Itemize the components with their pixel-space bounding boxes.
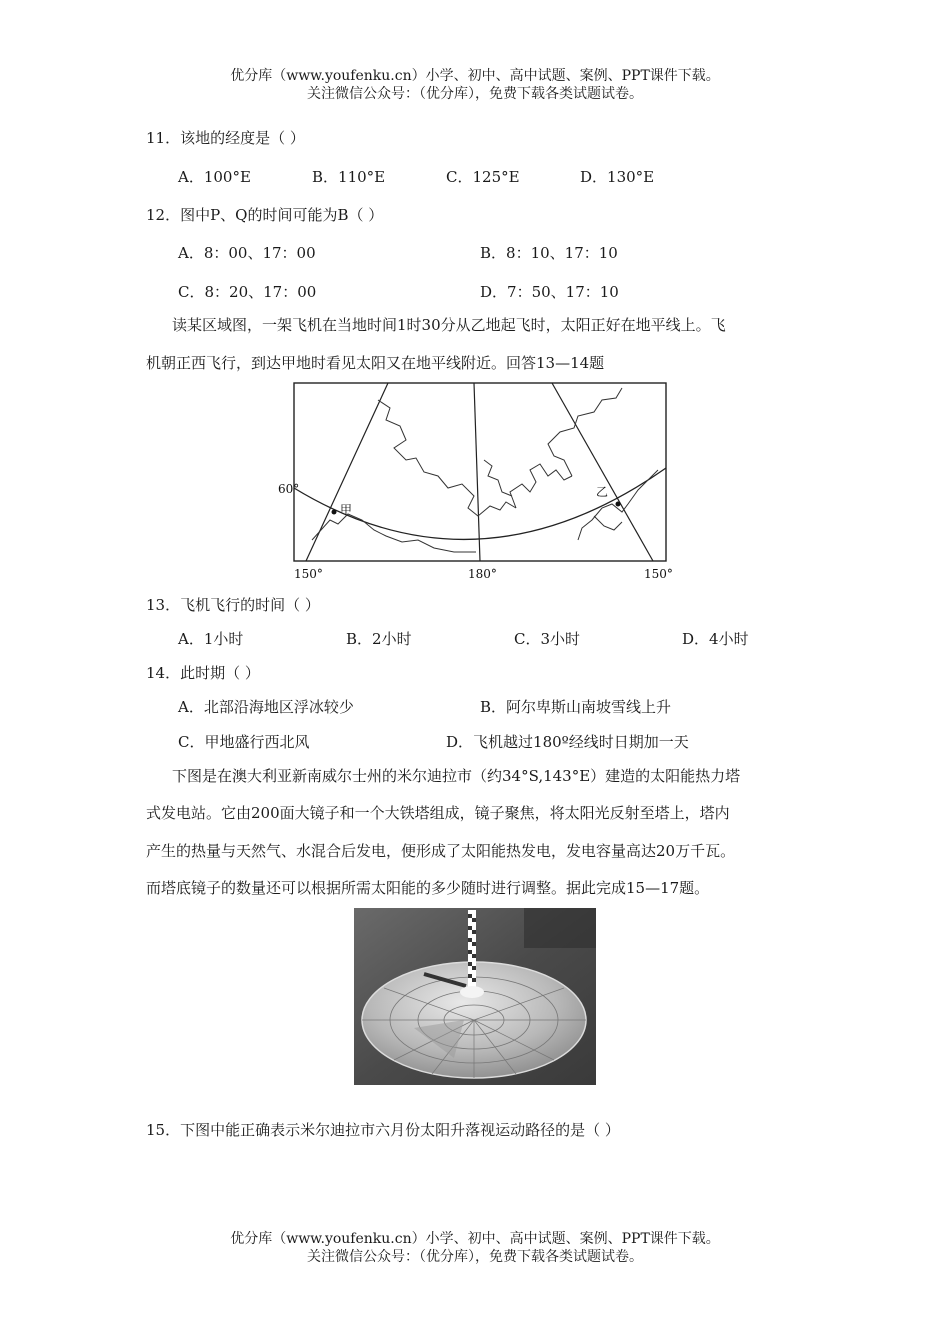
question-11-option-a: A．100°E	[178, 168, 251, 186]
question-14-option-a: A．北部沿海地区浮冰较少	[178, 698, 354, 716]
intro-15-line-1: 下图是在澳大利亚新南威尔士州的米尔迪拉市（约34°S,143°E）建造的太阳能热力塔	[172, 767, 741, 785]
question-13-option-c: C．3小时	[514, 630, 581, 648]
solar-tower-photo	[354, 908, 596, 1085]
question-15-stem: 15．下图中能正确表示米尔迪拉市六月份太阳升落视运动路径的是（ ）	[146, 1121, 620, 1139]
tower-base	[460, 986, 484, 998]
header-line-1: 优分库（www.youfenku.cn）小学、初中、高中试题、案例、PPT课件下载。	[230, 68, 720, 84]
longitude-150-left-label: 150°	[294, 567, 323, 581]
question-13-option-b: B．2小时	[346, 630, 412, 648]
question-12-option-d: D．7：50、17：10	[480, 283, 619, 301]
question-12-option-a: A．8：00、17：00	[178, 244, 316, 262]
question-11-stem: 11．该地的经度是（ ）	[146, 129, 305, 147]
header-line-2: 关注微信公众号：（优分库），免费下载各类试题试卷。	[307, 86, 643, 102]
footer-line-1: 优分库（www.youfenku.cn）小学、初中、高中试题、案例、PPT课件下载。	[230, 1231, 720, 1247]
intro-13-line-1: 读某区域图，一架飞机在当地时间1时30分从乙地起飞时，太阳正好在地平线上。飞	[172, 316, 726, 334]
longitude-180-label: 180°	[468, 567, 497, 581]
map-frame	[294, 383, 666, 561]
question-13-option-d: D．4小时	[682, 630, 749, 648]
footer-line-2: 关注微信公众号：（优分库），免费下载各类试题试卷。	[307, 1249, 643, 1265]
latitude-60-label: 60°	[278, 482, 300, 496]
intro-13-line-2: 机朝正西飞行，到达甲地时看见太阳又在地平线附近。回答13—14题	[146, 354, 605, 372]
question-12-option-b: B．8：10、17：10	[480, 244, 618, 262]
question-13-stem: 13．飞机飞行的时间（ ）	[146, 596, 320, 614]
question-11-option-b: B．110°E	[312, 168, 386, 186]
intro-15-line-4: 而塔底镜子的数量还可以根据所需太阳能的多少随时进行调整。据此完成15—17题。	[146, 879, 710, 897]
question-12-stem: 12．图中P、Q的时间可能为B（ ）	[146, 206, 384, 224]
point-jia-label: 甲	[340, 503, 353, 517]
polar-region-map	[278, 380, 674, 582]
question-11-option-d: D．130°E	[580, 168, 655, 186]
point-jia-marker	[332, 510, 337, 515]
question-14-stem: 14．此时期（ ）	[146, 664, 260, 682]
question-13-option-a: A．1小时	[178, 630, 244, 648]
question-14-option-c: C．甲地盛行西北风	[178, 733, 310, 751]
point-yi-marker	[616, 502, 621, 507]
question-12-option-c: C．8：20、17：00	[178, 283, 317, 301]
intro-15-line-2: 式发电站。它由200面大镜子和一个大铁塔组成，镜子聚焦，将太阳光反射至塔上，塔内	[146, 804, 730, 822]
question-14-option-d: D．飞机越过180º经线时日期加一天	[446, 733, 689, 751]
intro-15-line-3: 产生的热量与天然气、水混合后发电，便形成了太阳能热发电，发电容量高达20万千瓦。	[146, 842, 736, 860]
question-11-option-c: C．125°E	[446, 168, 520, 186]
point-yi-label: 乙	[596, 485, 609, 499]
question-14-option-b: B．阿尔卑斯山南坡雪线上升	[480, 698, 672, 716]
longitude-150-right-label: 150°	[644, 567, 673, 581]
